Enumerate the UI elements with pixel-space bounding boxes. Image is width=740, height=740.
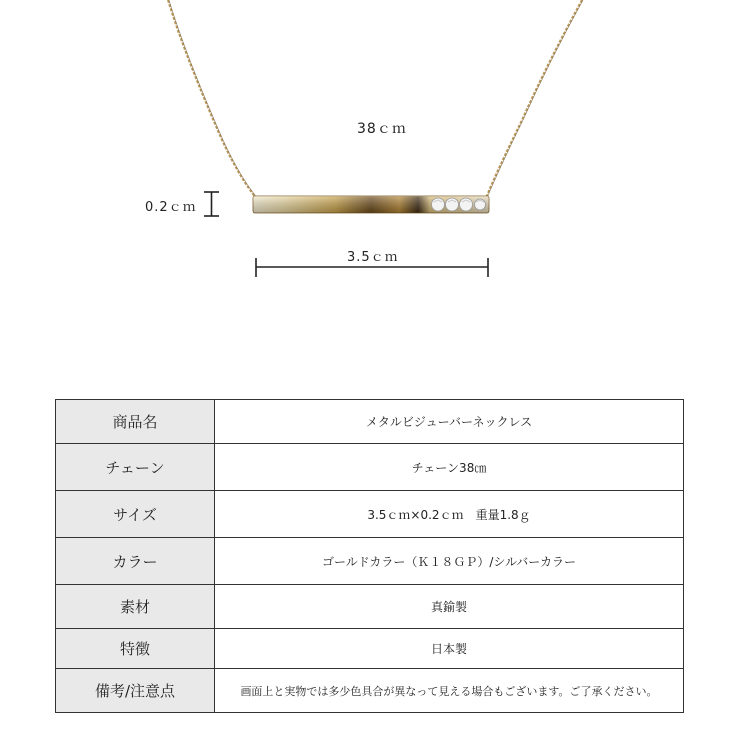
spec-value-chain: チェーン38㎝	[215, 444, 684, 491]
bar-height-label: 0.2ｃｍ	[145, 200, 197, 215]
spec-value-color: ゴールドカラー（Ｋ１８ＧＰ）/シルバーカラー	[215, 538, 684, 585]
spec-row-material	[56, 585, 684, 629]
spec-row-color	[56, 538, 684, 585]
chain-left	[168, 0, 256, 198]
bar-pendant	[253, 196, 489, 213]
spec-value-material: 真鍮製	[215, 585, 684, 629]
spec-row-chain	[56, 444, 684, 491]
spec-label-material: 素材	[56, 585, 215, 629]
spec-row-feature	[56, 629, 684, 669]
spec-row-size	[56, 491, 684, 538]
spec-label-name: 商品名	[56, 400, 215, 444]
bar-width-label: 3.5ｃｍ	[347, 250, 399, 265]
spec-value-size: 3.5ｃｍ×0.2ｃｍ 重量1.8ｇ	[215, 491, 684, 538]
spec-label-color: カラー	[56, 538, 215, 585]
spec-label-chain: チェーン	[56, 444, 215, 491]
spec-label-size: サイズ	[56, 491, 215, 538]
spec-label-feature: 特徴	[56, 629, 215, 669]
spec-value-name: メタルビジューバーネックレス	[215, 400, 684, 444]
spec-row-notes	[56, 669, 684, 713]
spec-row-name	[56, 400, 684, 444]
spec-value-feature: 日本製	[215, 629, 684, 669]
chain-length-label: 38ｃｍ	[357, 121, 407, 137]
spec-value-notes: 画面上と実物では多少色具合が異なって見える場合もございます。ご了承ください。	[215, 669, 684, 713]
spec-table	[55, 399, 684, 713]
spec-label-notes: 備考/注意点	[56, 669, 215, 713]
height-marker	[204, 192, 219, 216]
